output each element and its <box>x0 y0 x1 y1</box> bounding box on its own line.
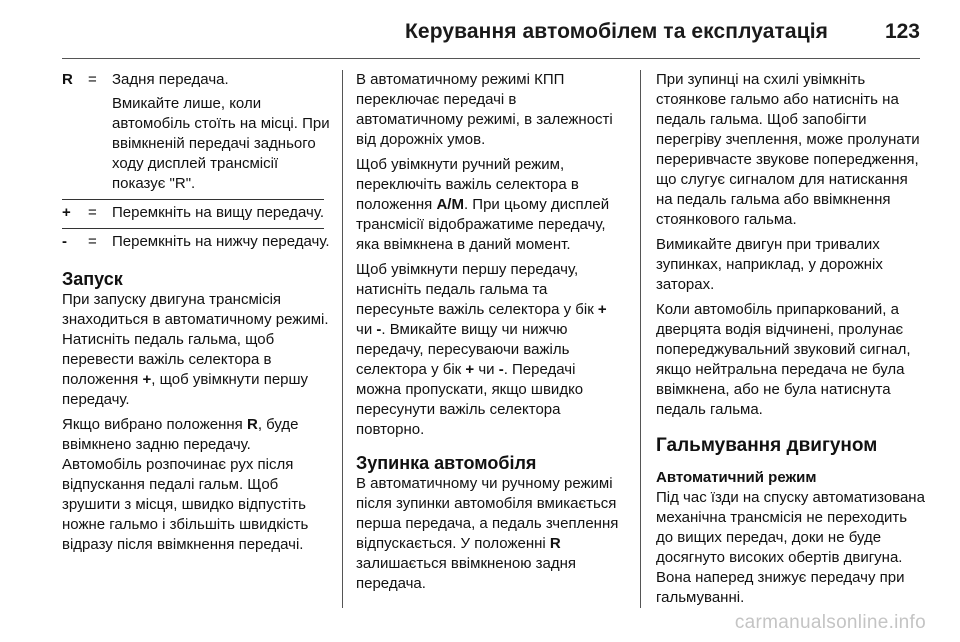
column-divider-1 <box>342 70 343 608</box>
paragraph: В автоматичному режимі КПП переключає передачі в автоматичному режимі, в залежності від дорожніх умов. <box>356 71 613 148</box>
definition-text: Задня передача. <box>112 71 229 88</box>
definition-key: - <box>62 233 67 250</box>
definition-item-reverse <box>62 70 330 198</box>
paragraph: В автоматичному чи ручному режимі після зупинки автомобіля вмикається перша передача, а педаль зчеплення відпускається. У положенні R залишається ввімкненою задня передача. <box>356 475 619 592</box>
paragraph: Вимикайте двигун при тривалих зупинках, наприклад, у дорожніх заторах. <box>656 236 883 293</box>
column-2 <box>356 70 624 599</box>
paragraph: Коли автомобіль припаркований, а дверцята водія відчинені, пролунає попереджувальний звуковий сигнал, якщо нейтральна передача не була ввімкнена, або не була натиснута педаль гальма. <box>656 301 911 418</box>
definition-equals: = <box>88 204 97 221</box>
paragraph: Якщо вибрано положення R, буде ввімкнено задню передачу. Автомобіль розпочинає рух після відпускання педалі гальм. Щоб зрушити з місця, швидко відпустіть ножне гальмо і збільшіть швидкість відразу після ввімкнення передачі. <box>62 416 309 553</box>
section-heading-start: Запуск <box>62 269 123 289</box>
paragraph: Під час їзди на спуску автоматизована механічна трансмісія не переходить до вищих передач, доки не буде досягнуто високих обертів двигуна. Вона наперед знижує передачу при гальмуванні. <box>656 489 925 606</box>
definition-separator <box>62 228 324 229</box>
section-heading-stop: Зупинка автомобіля <box>356 453 537 473</box>
column-3 <box>656 70 926 613</box>
definition-key: R <box>62 71 73 88</box>
definition-equals: = <box>88 233 97 250</box>
definition-text: Перемкніть на нижчу передачу. <box>112 233 330 250</box>
paragraph: Щоб увімкнути першу передачу, натисніть педаль гальма та пересуньте важіль селектора у бік + чи -. Вмикайте вищу чи нижчю передачу, пересуваючи важіль селектора у бік + чи -. Передачі можна пропускати, якщо швидко пересунути важіль селектора повторно. <box>356 261 607 438</box>
column-1 <box>62 70 330 560</box>
definition-separator <box>62 199 324 200</box>
header-divider <box>62 58 920 59</box>
definition-text: Вмикайте лише, коли автомобіль стоїть на місці. При ввімкненій передачі заднього ходу дисплей трансмісії показує "R". <box>112 95 330 192</box>
paragraph: Щоб увімкнути ручний режим, переключіть важіль селектора в положення A/M. При цьому дисплей трансмісії відображатиме передачу, яка ввімкнена в даний момент. <box>356 156 610 253</box>
subheading-automatic-mode: Автоматичний режим <box>656 469 817 486</box>
definition-text: Перемкніть на вищу передачу. <box>112 204 325 221</box>
page-number: 123 <box>884 20 920 43</box>
paragraph: При запуску двигуна трансмісія знаходиться в автоматичному режимі. Натисніть педаль гальма, щоб перевести важіль селектора в положення +, щоб увімкнути першу передачу. <box>62 291 329 408</box>
page-header <box>0 0 960 60</box>
definition-item-downshift <box>62 232 330 256</box>
page-title: Керування автомобілем та експлуатація <box>405 20 828 43</box>
paragraph: При зупинці на схилі увімкніть стоянкове гальмо або натисніть на педаль гальма. Щоб запобігти перегріву зчеплення, може пролунати переривчасте звукове попередження, що слугує сигналом для натискання на педаль гальма або ввімкнення стоянкового гальма. <box>656 71 920 228</box>
definition-equals: = <box>88 71 97 88</box>
column-divider-2 <box>640 70 641 608</box>
definition-key: + <box>62 204 71 221</box>
watermark: carmanualsonline.info <box>734 612 926 633</box>
section-heading-engine-braking: Гальмування двигуном <box>656 435 878 456</box>
definition-item-upshift <box>62 203 330 227</box>
